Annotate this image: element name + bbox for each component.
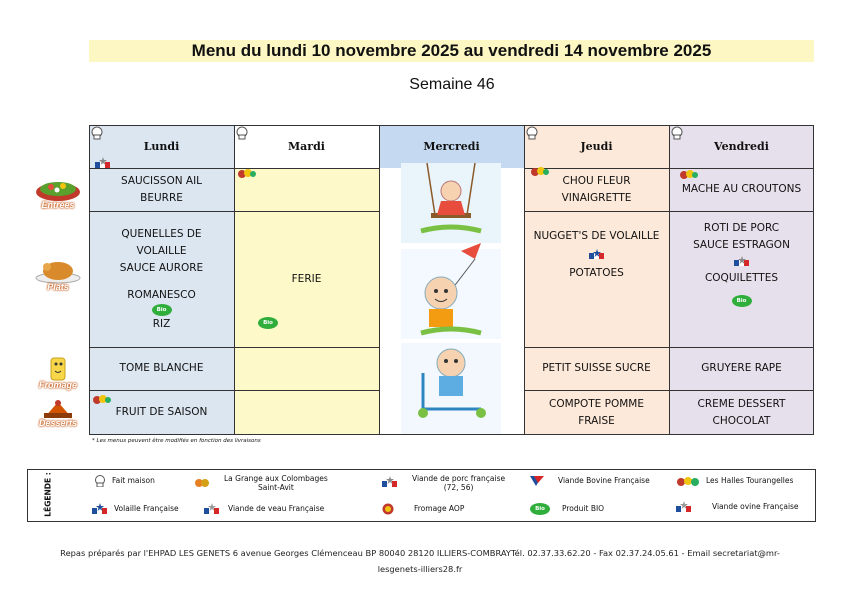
lundi-plat: [89, 211, 234, 347]
menu-item: RIZ: [152, 317, 171, 330]
legend-label: La Grange aux Colombages Saint-Avit: [224, 474, 328, 492]
jeudi-dessert: [524, 390, 669, 435]
legend-item: [676, 502, 799, 511]
halles-fruit-icon: [676, 475, 700, 487]
chef-hat-icon: [670, 126, 684, 140]
legend-label: Les Halles Tourangelles: [706, 476, 794, 485]
poultry-star-icon: [92, 503, 108, 515]
row-label-entrees-text: Entrées: [41, 200, 75, 210]
legend-item: [204, 504, 324, 513]
halles-fruit-icon: [237, 167, 257, 179]
menu-title: Menu du lundi 10 novembre 2025 au vendredi 14 novembre 2025: [89, 40, 814, 62]
legend-label: Produit BIO: [562, 504, 605, 513]
menu-item: GRUYERE RAPE: [701, 362, 782, 374]
chef-hat-icon: [90, 126, 104, 140]
menu-item: COQUILETTES: [704, 272, 779, 284]
menu-item: FRAISE: [578, 414, 615, 427]
menu-item: BEURRE: [140, 191, 183, 204]
menu-item: CREME DESSERT: [697, 397, 786, 410]
menu-item: MACHE AU CROUTONS: [681, 183, 802, 195]
row-label-desserts: [30, 398, 86, 428]
grange-icon: [194, 476, 210, 488]
day-header-jeudi: Jeudi: [580, 140, 613, 153]
grid-line: [669, 125, 670, 435]
vendredi-dessert: [669, 390, 814, 435]
children-playing-illustration: [401, 163, 501, 435]
menu-item: ROTI DE PORC: [703, 222, 780, 234]
day-header-mercredi: Mercredi: [379, 125, 524, 168]
legend-item: [530, 504, 604, 513]
chef-hat-icon: [525, 126, 539, 140]
day-header-vendredi: Vendredi: [714, 140, 769, 153]
pork-star-icon: [382, 476, 398, 488]
footer: [30, 545, 810, 577]
legend-item: [92, 476, 155, 485]
lundi-entree: [89, 168, 234, 211]
bio-icon: Bio: [152, 304, 172, 316]
lundi-fromage: [89, 347, 234, 390]
menu-item: VOLAILLE: [136, 244, 187, 257]
row-label-fromage: [30, 356, 86, 390]
grid-line: [813, 125, 814, 435]
vendredi-plat: [669, 211, 814, 347]
legend-label: Viande de porc française (72, 56): [412, 474, 506, 492]
legend-label: Viande de veau Française: [228, 504, 325, 513]
grid-line: [234, 125, 235, 435]
bio-icon: Bio: [530, 503, 550, 515]
poultry-star-icon: [589, 249, 605, 261]
chef-hat-icon: [92, 475, 108, 487]
vendredi-fromage: [669, 347, 814, 390]
menu-item: CHOU FLEUR: [562, 174, 631, 187]
grid-line: [379, 125, 380, 435]
menu-item: COMPOTE POMME: [549, 397, 644, 410]
lamb-star-icon: [676, 501, 692, 513]
legend-item: [530, 476, 650, 485]
mardi-plat: [234, 211, 379, 347]
footer-line: lesgenets-illiers28.fr: [377, 564, 463, 574]
cheese-icon: [43, 356, 73, 382]
legend-label: Fait maison: [112, 476, 155, 485]
chef-hat-icon: [235, 126, 249, 140]
grid-line: [89, 125, 814, 126]
grid-line: [524, 125, 525, 435]
bio-icon: Bio: [258, 317, 278, 329]
menu-item: POTATOES: [569, 267, 624, 279]
bio-icon: Bio: [732, 295, 752, 307]
menu-item: CHOCOLAT: [712, 414, 771, 427]
menu-item: SAUCE AURORE: [119, 261, 204, 274]
legend-item: [194, 474, 328, 492]
legend-label: Volaille Française: [114, 504, 179, 513]
menu-item: PETIT SUISSE SUCRE: [542, 362, 651, 374]
menu-item: FRUIT DE SAISON: [115, 406, 208, 418]
legend: [27, 469, 816, 522]
menu-table: [89, 125, 814, 435]
menu-item: SAUCISSON AIL: [120, 174, 203, 187]
legend-item: [382, 474, 505, 492]
row-label-entrees: [30, 176, 86, 210]
column-mercredi: [379, 125, 524, 435]
pork-star-icon: [94, 157, 112, 171]
grid-line: [89, 434, 814, 435]
halles-fruit-icon: [679, 168, 699, 180]
row-label-plats-text: Plats: [47, 282, 69, 292]
legend-item: [380, 504, 464, 513]
menu-item: VINAIGRETTE: [561, 191, 632, 204]
jeudi-plat: [524, 211, 669, 347]
menu-item: NUGGET'S DE VOLAILLE: [533, 230, 660, 242]
legend-label: Viande Bovine Française: [558, 476, 650, 485]
legend-item: [92, 504, 179, 513]
legend-item: [676, 476, 793, 485]
legend-label: Fromage AOP: [414, 504, 465, 513]
menu-item: TOME BLANCHE: [119, 362, 204, 374]
day-header-mardi: Mardi: [234, 125, 379, 168]
menu-item: QUENELLES DE: [121, 227, 202, 240]
day-header-lundi: Lundi: [143, 140, 180, 153]
grid-line: [89, 125, 90, 435]
jeudi-fromage: [524, 347, 669, 390]
row-label-desserts-text: Desserts: [38, 418, 78, 428]
cake-icon: [38, 398, 78, 420]
pork-star-icon: [734, 256, 750, 268]
aop-seal-icon: [380, 503, 396, 515]
row-label-fromage-text: Fromage: [38, 380, 77, 390]
menu-item: SAUCE ESTRAGON: [693, 239, 790, 251]
column-lundi: [89, 125, 234, 435]
roast-chicken-icon: [33, 258, 83, 284]
beef-flag-icon: [530, 475, 546, 487]
menu-item: ROMANESCO: [127, 288, 196, 301]
delivery-note: * Les menus peuvent être modifiés en fonction des livraisons: [92, 438, 261, 444]
legend-label: Viande ovine Française: [712, 502, 799, 511]
footer-line: Repas préparés par l'EHPAD LES GENETS 6 avenue Georges Clémenceau BP 80040 28120 ILLIERS-COMBRAYTél. 02.37.33.62.20 - Fax 02.37.24.05.61 - Email secretariat@mr-: [60, 548, 780, 558]
menu-item: FERIE: [291, 272, 322, 285]
row-label-plats: [30, 258, 86, 292]
legend-title: LÉGENDE :: [43, 472, 53, 517]
veal-star-icon: [204, 503, 220, 515]
week-label: Semaine 46: [409, 76, 495, 93]
salad-icon: [33, 176, 83, 202]
halles-fruit-icon: [530, 165, 550, 177]
halles-fruit-icon: [92, 393, 112, 405]
